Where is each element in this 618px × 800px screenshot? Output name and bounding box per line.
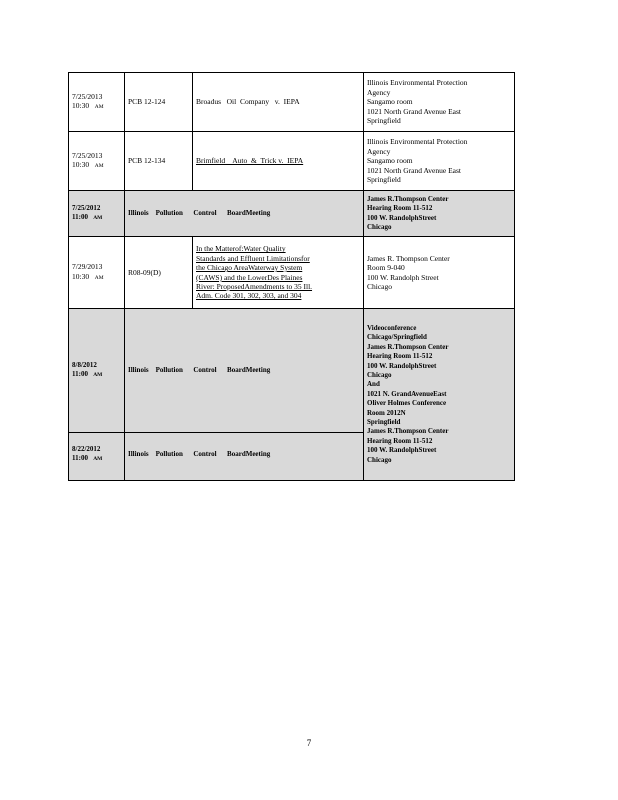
case-cell: Illinois Pollution Control BoardMeeting <box>125 191 364 237</box>
time-text: 10:30 AM <box>72 160 104 169</box>
date-cell <box>69 73 125 132</box>
date-text: 7/25/2013 <box>72 91 103 101</box>
page-number: 7 <box>306 738 312 748</box>
date-cell <box>69 309 125 433</box>
time-text: 11:00 AM <box>72 370 103 378</box>
table-row <box>69 237 515 309</box>
location-cell: James R. Thompson Center Room 9-040 100 W. Randolph Street Chicago <box>364 237 515 309</box>
date-text: 7/25/2013 <box>72 150 103 160</box>
date-cell <box>69 237 125 309</box>
location-cell: Illinois Environmental Protection Agency Sangamo room 1021 North Grand Avenue East Springfield <box>364 73 515 132</box>
table-row <box>69 309 515 433</box>
time-text: 11:00 AM <box>72 213 103 221</box>
date-text: 7/25/2012 <box>72 203 101 212</box>
case-cell: Illinois Pollution Control BoardMeeting <box>125 309 364 433</box>
location-cell: James R.Thompson Center Hearing Room 11-512 100 W. RandolphStreet Chicago <box>364 191 515 237</box>
location-cell: Videoconference Chicago/Springfield James R.Thompson Center Hearing Room 11-512 100 W. RandolphStreet Chicago And 1021 N. GrandAvenueEast Oliver Holmes Conference Room 2012N Springfield James R.Thompson Center Hearing Room 11-512 100 W. RandolphStreet Chicago <box>364 309 515 481</box>
schedule-table <box>68 72 515 481</box>
case-cell: PCB 12-134 <box>125 132 193 191</box>
time-text: 10:30 AM <box>72 101 104 110</box>
date-text: 8/22/2012 <box>72 445 101 453</box>
date-cell <box>69 191 125 237</box>
date-text: 8/8/2012 <box>72 360 97 369</box>
time-text: 11:00 AM <box>72 454 103 463</box>
description-cell: Broadus Oil Company v. IEPA <box>193 73 364 132</box>
description-cell: Brimfield Auto & Trick v. IEPA <box>193 132 364 191</box>
table-row <box>69 191 515 237</box>
table-row <box>69 73 515 132</box>
case-cell: PCB 12-124 <box>125 73 193 132</box>
table-row <box>69 132 515 191</box>
description-cell: In the Matterof:Water Quality Standards and Effluent Limitationsfor the Chicago AreaWaterway System (CAWS) and the LowerDes Plaines River: ProposedAmendments to 35 Ill. Adm. Code 301, 302, 303, and 304 <box>193 237 364 309</box>
time-text: 10:30 AM <box>72 271 104 281</box>
location-cell: Illinois Environmental Protection Agency Sangamo room 1021 North Grand Avenue East Springfield <box>364 132 515 191</box>
case-cell: Illinois Pollution Control BoardMeeting <box>125 433 364 481</box>
date-cell <box>69 433 125 481</box>
date-cell <box>69 132 125 191</box>
case-cell: R08-09(D) <box>125 237 193 309</box>
date-text: 7/29/2013 <box>72 262 103 272</box>
